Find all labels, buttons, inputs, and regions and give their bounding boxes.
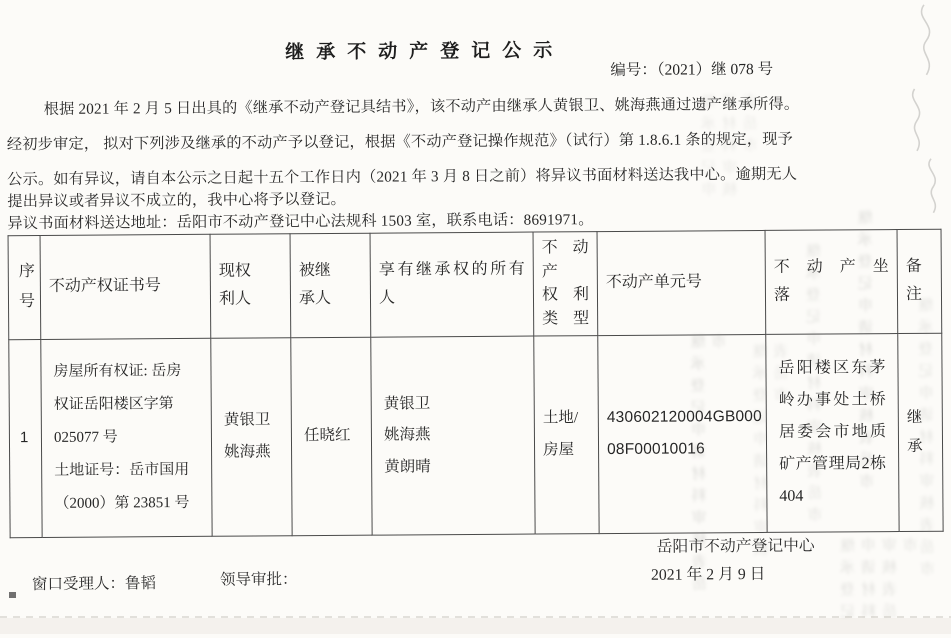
page-title: 继承不动产登记公示 bbox=[285, 40, 565, 64]
registration-table bbox=[8, 229, 944, 538]
header-unit-number: 不动产单元号 bbox=[597, 230, 766, 335]
body-line: 公示。如有异议，请自本公示之日起十五个工作日内（2021 年 3 月 8 日之前）将异议书面材料送达我中心。逾期无人 bbox=[7, 165, 798, 189]
issuer-name: 岳阳市不动产登记中心 bbox=[656, 537, 815, 556]
window-clerk-line bbox=[32, 571, 156, 594]
scan-edge-shadow bbox=[0, 618, 951, 634]
body-line: 根据 2021 年 2 月 5 日出具的《继承不动产登记具结书》，该不动产由继承人黄银卫、姚海燕通过遗产继承所得。 bbox=[43, 95, 800, 118]
header-heirs: 享有继承权的所有 人 bbox=[370, 232, 534, 337]
cell-seq: 1 bbox=[9, 339, 42, 537]
header-certificate: 不动产权证书号 bbox=[40, 234, 211, 339]
doc-number: 编号：（2021）继 078 号 bbox=[610, 60, 774, 80]
notice-body bbox=[7, 93, 949, 236]
window-clerk-name: 鲁韬 bbox=[124, 575, 157, 593]
leader-approval-label: 领导审批： bbox=[219, 571, 298, 589]
header-location: 不动产坐 落 bbox=[765, 230, 898, 335]
address-line: 异议书面材料送达地址：岳阳市不动产登记中心法规科 1503 室，联系电话：8691971。 bbox=[7, 211, 594, 233]
cell-certificate: 房屋所有权证: 岳房 权证岳阳楼区字第 025077 号 土地证号：岳市国用 （2000）第 23851 号 bbox=[41, 338, 212, 537]
body-line: 提出异议或者异议不成立的，我中心将予以登记。 bbox=[7, 190, 346, 211]
cell-location: 岳阳楼区东茅岭办事处土桥居委会市地质矿产管理局2栋404 bbox=[766, 333, 899, 532]
cell-heirs: 黄银卫 姚海燕 黄朗晴 bbox=[371, 336, 535, 535]
header-decedent: 被继 承人 bbox=[290, 233, 371, 337]
cell-current-holder: 黄银卫 姚海燕 bbox=[211, 337, 292, 536]
header-note: 备 注 bbox=[897, 229, 942, 333]
ink-speck bbox=[9, 592, 16, 598]
issue-date: 2021 年 2 月 9 日 bbox=[650, 565, 766, 584]
table-header-row bbox=[8, 229, 942, 339]
table-row bbox=[9, 333, 943, 538]
body-line: 经初步审定， 拟对下列涉及继承的不动产予以登记，根据《不动产登记操作规范》（试行）第 1.8.6.1 条的规定，现予 bbox=[6, 130, 794, 154]
header-seq: 序 号 bbox=[8, 236, 41, 340]
window-clerk-label: 窗口受理人： bbox=[31, 575, 126, 594]
cell-unit-number: 430602120004GB000 08F00010016 bbox=[598, 334, 767, 533]
cell-decedent: 任晓红 bbox=[291, 337, 372, 536]
bleed-through-artifact bbox=[838, 537, 923, 628]
header-right-type: 不动 产 权利 类型 bbox=[533, 232, 598, 336]
cell-note: 继承 bbox=[898, 333, 943, 531]
header-current-holder: 现权 利人 bbox=[210, 234, 291, 338]
cell-right-type: 土地/ 房屋 bbox=[534, 335, 599, 533]
